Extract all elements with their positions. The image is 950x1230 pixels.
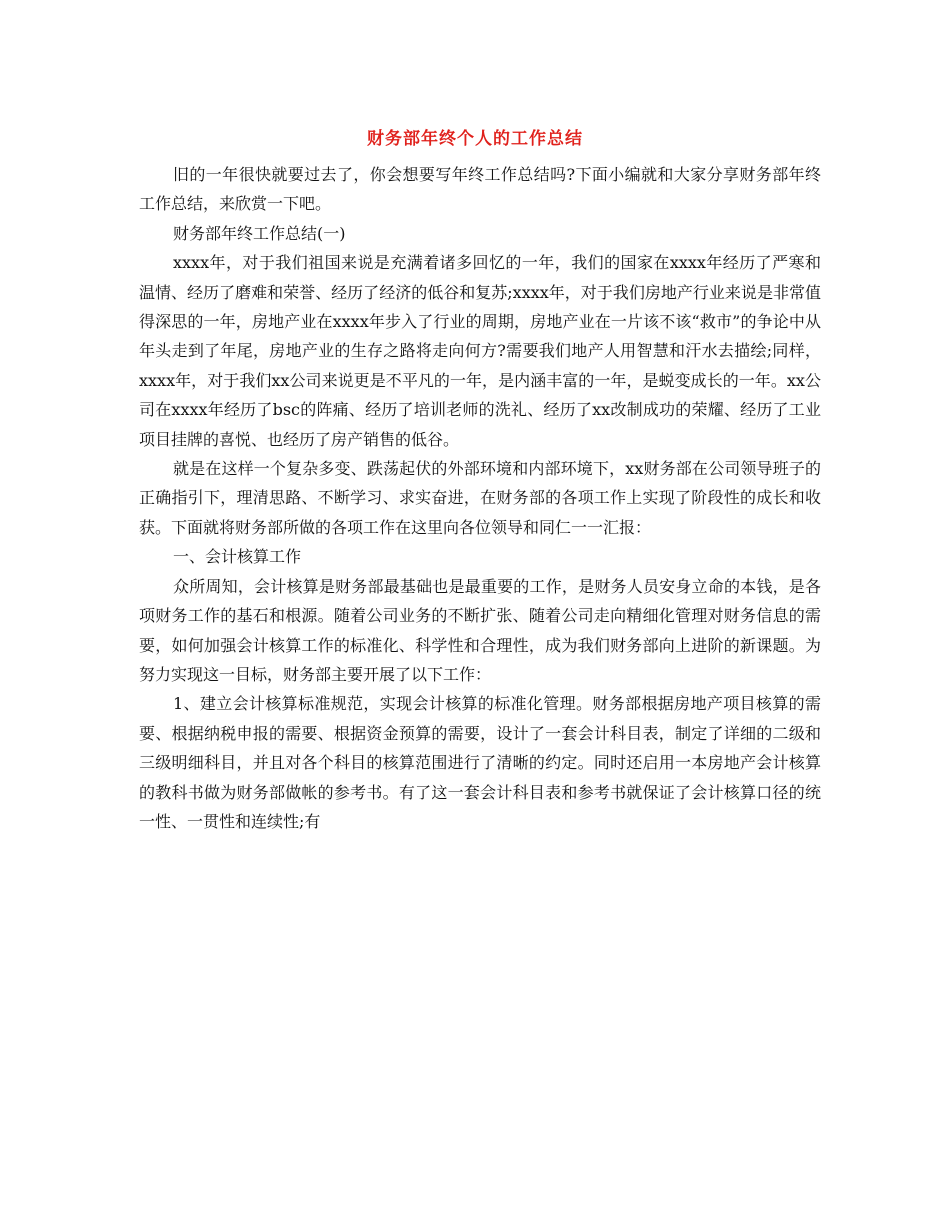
document-body	[139, 160, 821, 836]
paragraph: 旧的一年很快就要过去了，你会想要写年终工作总结吗?下面小编就和大家分享财务部年终工作总结，来欣赏一下吧。	[139, 165, 821, 214]
paragraph: 就是在这样一个复杂多变、跌荡起伏的外部环境和内部环境下，xx财务部在公司领导班子的正确指引下，理清思路、不断学习、求实奋进，在财务部的各项工作上实现了阶段性的成长和收获。下面就将财务部所做的各项工作在这里向各位领导和同仁一一汇报：	[139, 459, 821, 537]
paragraph: 1、建立会计核算标准规范，实现会计核算的标准化管理。财务部根据房地产项目核算的需要、根据纳税申报的需要、根据资金预算的需要，设计了一套会计科目表，制定了详细的二级和三级明细科目，并且对各个科目的核算范围进行了清晰的约定。同时还启用一本房地产会计核算的教科书做为财务部做帐的参考书。有了这一套会计科目表和参考书就保证了会计核算口径的统一性、一贯性和连续性;有	[139, 694, 821, 831]
paragraph: xxxx年，对于我们祖国来说是充满着诸多回忆的一年，我们的国家在xxxx年经历了严寒和温情、经历了磨难和荣誉、经历了经济的低谷和复苏;xxxx年，对于我们房地产行业来说是非常值得深思的一年，房地产业在xxxx年步入了行业的周期，房地产业在一片该不该“救市”的争论中从年头走到了年尾，房地产业的生存之路将走向何方?需要我们地产人用智慧和汗水去描绘;同样，xxxx年，对于我们xx公司来说更是不平凡的一年，是内涵丰富的一年，是蜕变成长的一年。xx公司在xxxx年经历了bsc的阵痛、经历了培训老师的洗礼、经历了xx改制成功的荣耀、经历了工业项目挂牌的喜悦、也经历了房产销售的低谷。	[139, 253, 821, 449]
paragraph: 众所周知，会计核算是财务部最基础也是最重要的工作，是财务人员安身立命的本钱，是各项财务工作的基石和根源。随着公司业务的不断扩张、随着公司走向精细化管理对财务信息的需要，如何加强会计核算工作的标准化、科学性和合理性，成为我们财务部向上进阶的新课题。为努力实现这一目标，财务部主要开展了以下工作：	[139, 576, 821, 684]
paragraph: 财务部年终工作总结(一)	[173, 223, 346, 243]
section-heading: 一、会计核算工作	[173, 547, 302, 567]
document-title: 财务部年终个人的工作总结	[367, 129, 583, 149]
